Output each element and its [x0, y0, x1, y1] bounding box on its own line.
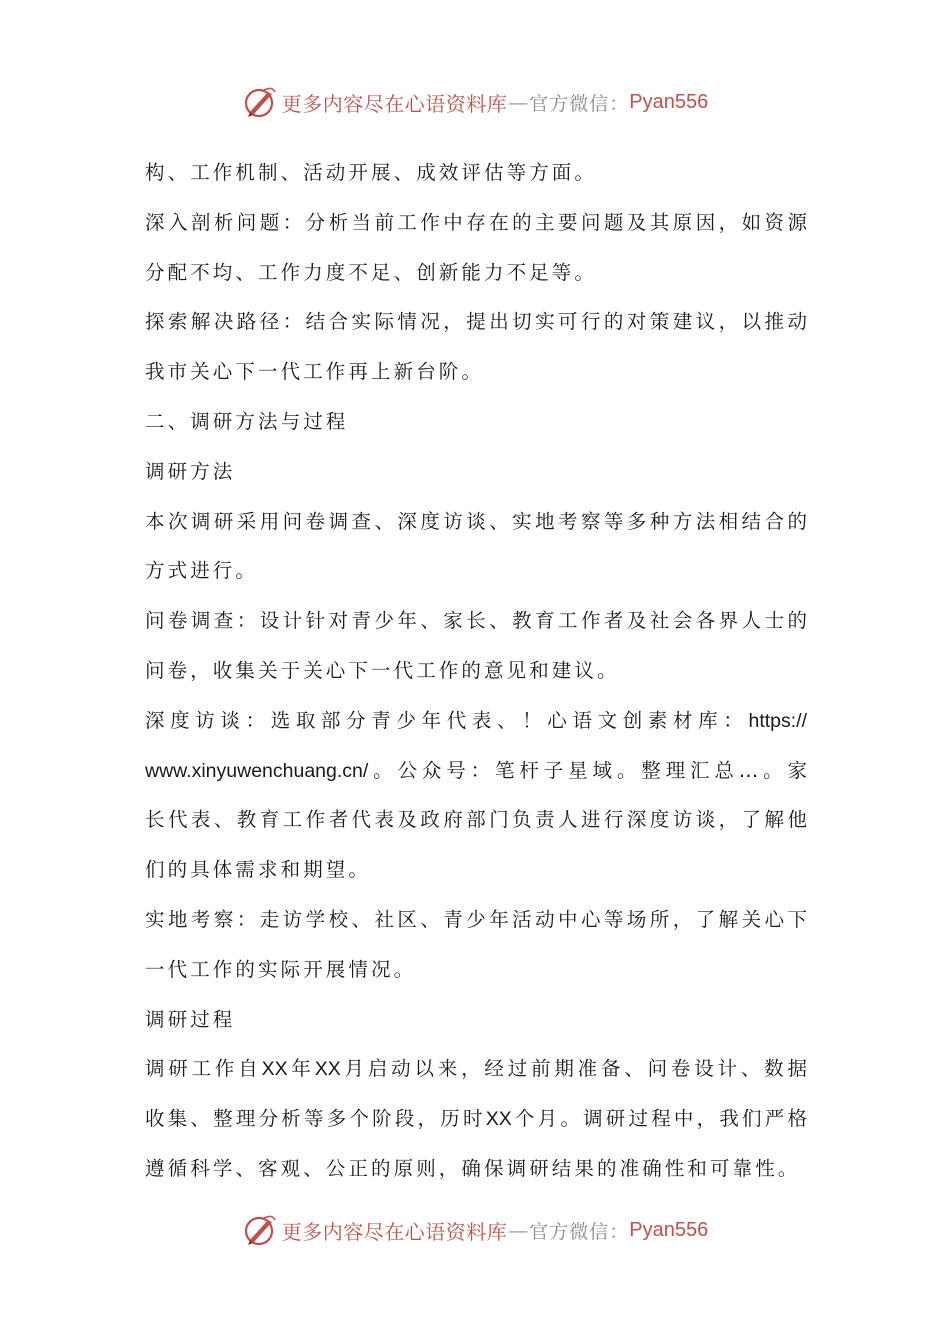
footer-wechat-id: Pyan556	[629, 1218, 709, 1241]
header-wechat-id: Pyan556	[629, 90, 709, 113]
footer-banner	[0, 1210, 950, 1250]
body-line-17: 一代工作的实际开展情况。	[145, 957, 417, 981]
body-line-20-xx: XX	[485, 1108, 512, 1131]
body-line-14: 长代表、教育工作者代表及政府部门负责人进行深度访谈，了解他	[145, 808, 807, 832]
header-dash: —	[508, 90, 529, 114]
body-line-8: 本次调研采用问卷调查、深度访谈、实地考察等多种方法相结合的	[145, 509, 807, 533]
document-body	[145, 148, 807, 1194]
footer-brand-text: 更多内容尽在心语资料库	[281, 1219, 508, 1244]
body-line-12-url-start: https://	[748, 709, 807, 732]
subheading-process: 调研过程	[145, 1007, 236, 1031]
body-line-19-c: 年	[287, 1057, 315, 1081]
footer-wechat-label: 官方微信：	[529, 1220, 630, 1243]
header-wechat-label: 官方微信：	[529, 92, 630, 115]
body-line-21: 遵循科学、客观、公正的原则，确保调研结果的准确性和可靠性。	[145, 1156, 801, 1180]
body-line-19	[145, 1044, 807, 1094]
body-line-9: 方式进行。	[145, 559, 259, 583]
footer-dash: —	[508, 1218, 529, 1242]
body-line-20-a: 收集、整理分析等多个阶段，历时	[145, 1107, 486, 1131]
header-banner	[0, 82, 950, 122]
body-line-19-a: 调研工作自	[145, 1057, 262, 1081]
body-line-5: 我市关心下一代工作再上新台阶。	[145, 360, 485, 384]
body-line-12-text: 深度访谈：选取部分青少年代表、！心语文创素材库：	[145, 708, 749, 732]
body-line-19-xx-2: XX	[314, 1058, 341, 1081]
body-line-16: 实地考察：走访学校、社区、青少年活动中心等场所，了解关心下	[145, 907, 807, 931]
body-line-15: 们的具体需求和期望。	[145, 858, 372, 882]
body-line-12	[145, 696, 807, 746]
body-line-19-e: 月启动以来，经过前期准备、问卷设计、数据	[340, 1057, 807, 1081]
body-line-13-text: 。公众号：笔杆子星域。整理汇总…。家	[368, 758, 807, 782]
section-heading: 二、调研方法与过程	[145, 409, 349, 433]
body-line-13	[145, 746, 807, 796]
body-line-3: 分配不均、工作力度不足、创新能力不足等。	[145, 260, 598, 284]
body-line-1: 构、工作机制、活动开展、成效评估等方面。	[145, 161, 598, 184]
body-line-19-xx-1: XX	[261, 1058, 288, 1081]
body-line-13-url: www.xinyuwenchuang.cn/	[145, 759, 369, 782]
pen-logo-icon	[242, 1212, 278, 1248]
pen-logo-icon	[242, 84, 278, 120]
body-line-20-c: 个月。调研过程中，我们严格	[511, 1107, 807, 1131]
body-line-11: 问卷，收集关于关心下一代工作的意见和建议。	[145, 658, 620, 682]
body-line-20	[145, 1094, 807, 1144]
body-line-4: 探索解决路径：结合实际情况，提出切实可行的对策建议，以推动	[145, 310, 807, 334]
body-line-10: 问卷调查：设计针对青少年、家长、教育工作者及社会各界人士的	[145, 609, 807, 633]
subheading-method: 调研方法	[145, 459, 236, 483]
header-brand-text: 更多内容尽在心语资料库	[281, 91, 508, 116]
body-line-2: 深入剖析问题：分析当前工作中存在的主要问题及其原因，如资源	[145, 210, 807, 234]
